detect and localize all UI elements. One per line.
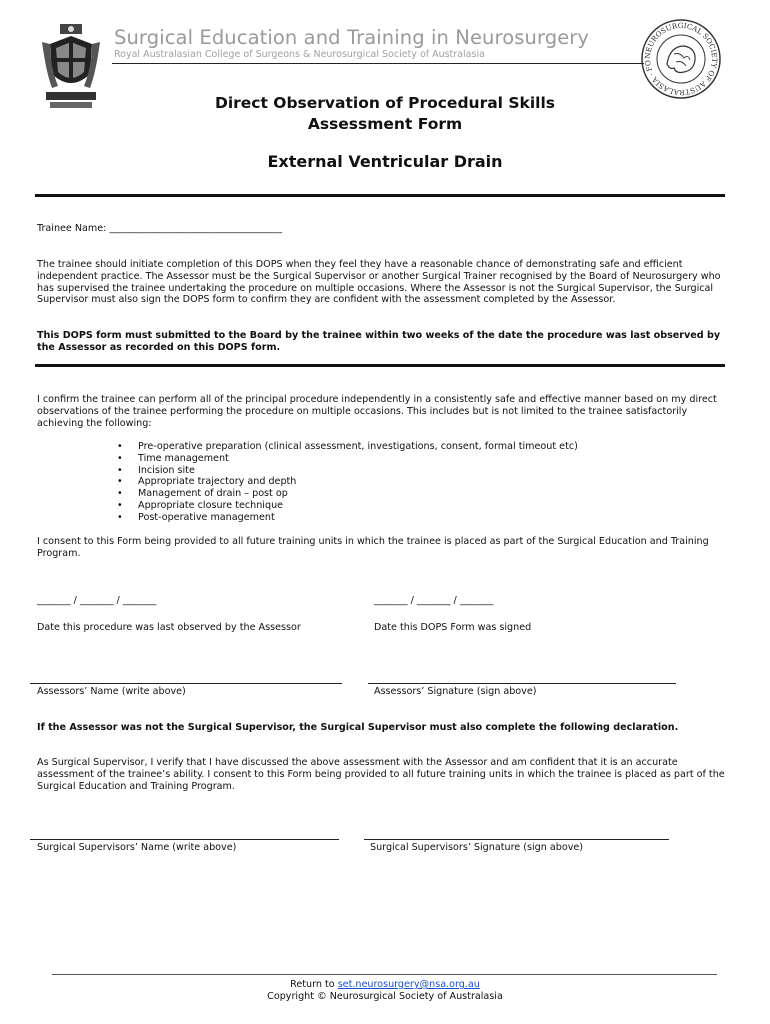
intro-paragraph: The trainee should initiate completion of this DOPS when they feel they have a reasonable chance of demonstrating safe and efficient independent practice. The Assessor must be the Surgical Supervisor or another Surgical Trainer recognised by the Board of Neurosurgery who has supervised the trainee undertaking the procedure on multiple occasions. Where the Assessor is not the Surgical Supervisor, the Surgical Supervisor must also sign the DOPS form to confirm they are confident with the assessment completed by the Assessor. <box>37 259 721 306</box>
criteria-item: • Appropriate closure technique <box>117 500 578 512</box>
consent-paragraph: I consent to this Form being provided to all future training units in which the trainee is placed as part of the Surgical Education and Training Program. <box>37 536 709 559</box>
supervisor-name-line[interactable] <box>30 839 339 840</box>
footer-return-label: Return to <box>290 979 338 990</box>
criteria-item: • Time management <box>117 453 578 465</box>
header-title: Surgical Education and Training in Neurosurgery <box>114 26 590 49</box>
criteria-list <box>117 441 578 524</box>
assessor-name-label: Assessors’ Name (write above) <box>37 686 186 697</box>
form-title-line2: Assessment Form <box>307 115 463 133</box>
section-divider-top <box>35 194 725 197</box>
assessor-signature-line[interactable] <box>368 683 676 684</box>
supervisor-heading: If the Assessor was not the Surgical Supervisor, the Surgical Supervisor must also complete the following declaration. <box>37 722 679 733</box>
footer-divider <box>52 974 717 975</box>
seal-text: NEUROSURGICAL SOCIETY OF AUSTRALASIA · FO <box>642 20 720 98</box>
form-title-line1: Direct Observation of Procedural Skills <box>214 94 556 112</box>
supervisor-declaration: As Surgical Supervisor, I verify that I have discussed the above assessment with the Assessor and am confident that it is an accurate assessment of the trainee’s ability. I consent to this Form being provided to all future training units in which the trainee is placed as part of the Surgical Education and Training Program. <box>37 757 725 792</box>
date-signed-label: Date this DOPS Form was signed <box>374 622 532 633</box>
criteria-item: • Appropriate trajectory and depth <box>117 476 578 488</box>
supervisor-name-label: Surgical Supervisors’ Name (write above) <box>37 842 237 853</box>
date-signed-field[interactable]: _______ / _______ / _______ <box>374 595 494 606</box>
date-observed-field[interactable]: _______ / _______ / _______ <box>37 595 157 606</box>
header-subtitle: Royal Australasian College of Surgeons & Neurosurgical Society of Australasia <box>114 49 485 60</box>
footer-copyright: Copyright © Neurosurgical Society of Australasia <box>267 991 503 1002</box>
procedure-title: External Ventricular Drain <box>267 152 503 171</box>
trainee-name-field[interactable]: Trainee Name: ____________________________________ <box>37 223 283 234</box>
criteria-item: • Pre-operative preparation (clinical assessment, investigations, consent, formal timeout etc) <box>117 441 578 453</box>
nsa-seal-icon <box>640 18 722 100</box>
submission-note: This DOPS form must submitted to the Board by the trainee within two weeks of the date the procedure was last observed by the Assessor as recorded on this DOPS form. <box>37 330 721 353</box>
assessor-name-line[interactable] <box>30 683 342 684</box>
criteria-item: • Management of drain – post op <box>117 488 578 500</box>
header-divider <box>112 63 644 64</box>
date-observed-label: Date this procedure was last observed by the Assessor <box>37 622 301 633</box>
footer-return <box>0 979 770 991</box>
criteria-item: • Incision site <box>117 465 578 477</box>
section-divider-middle <box>35 364 725 367</box>
confirmation-paragraph: I confirm the trainee can perform all of the principal procedure independently in a consistently safe and effective manner based on my direct observations of the trainee performing the procedure on multiple occasions. This includes but is not limited to the trainee satisfactorily achieving the following: <box>37 394 717 429</box>
supervisor-signature-label: Surgical Supervisors’ Signature (sign above) <box>370 842 584 853</box>
assessor-signature-label: Assessors’ Signature (sign above) <box>374 686 537 697</box>
supervisor-signature-line[interactable] <box>364 839 669 840</box>
footer-email-link[interactable]: set.neurosurgery@nsa.org.au <box>337 979 480 990</box>
criteria-item: • Post-operative management <box>117 512 578 524</box>
